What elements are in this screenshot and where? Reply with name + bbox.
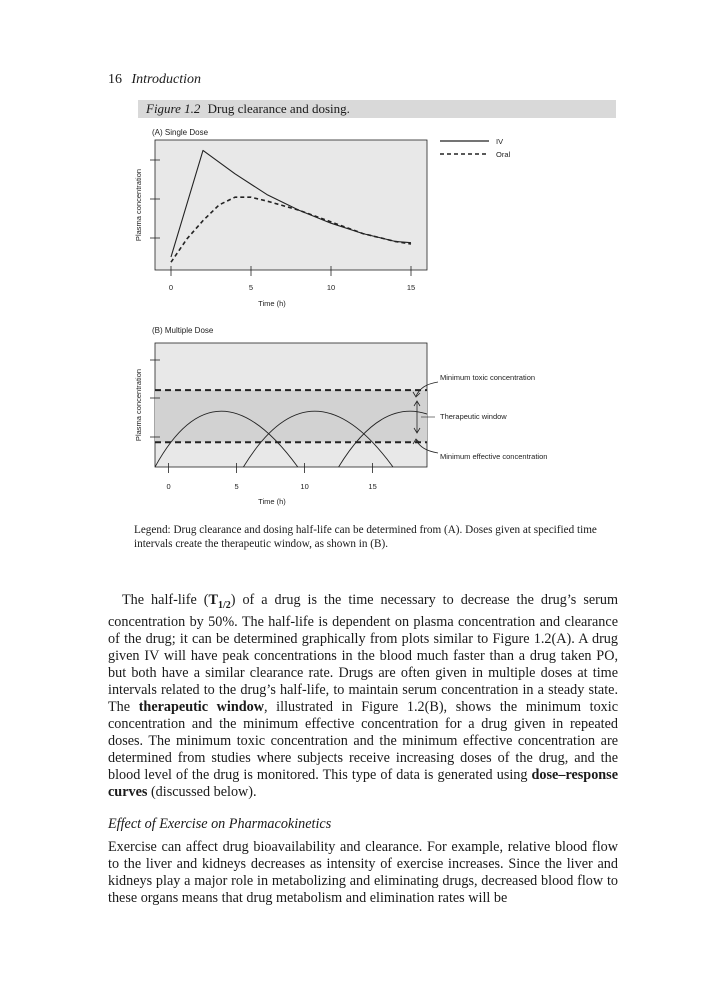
- section-subheading: Effect of Exercise on Pharmacokinetics: [108, 816, 332, 832]
- panel-a-single-dose: [134, 128, 511, 308]
- text-run: (discussed below).: [147, 783, 257, 800]
- bold-term: T: [208, 592, 218, 608]
- section-title: Introduction: [131, 72, 201, 87]
- text-run: ) of a drug is the time necessary to decrease the drug’s serum concentration by 50%. The half-life is dependent on plasma concentration and clearance of the drug; it can be determined graphically from plots similar to Figure 1.2(A). A drug given IV will have peak concentrations in the blood much faster than a drug taken PO, but both have a similar clearance rate. Drugs are often given in multiple doses at time intervals related to the drug’s half-life, to maintain serum concentration in a steady state. The: [108, 592, 618, 715]
- x-tick-label: 10: [300, 482, 309, 491]
- body-paragraph-2: [108, 839, 618, 907]
- panel-b-x-axis-label: Time (h): [258, 497, 286, 506]
- bold-term: dose–response curves: [108, 766, 618, 800]
- label-minimum-toxic: Minimum toxic concentration: [440, 373, 536, 382]
- page-number: 16: [108, 72, 122, 87]
- bold-term: therapeutic window: [138, 698, 264, 715]
- x-tick-label: 5: [234, 482, 239, 491]
- panel-b-title: (B) Multiple Dose: [152, 326, 214, 335]
- x-tick-label: 0: [166, 482, 171, 491]
- paragraph-exercise: Exercise can affect drug bioavailability and clearance. For example, relative blood flow to the liver and kidneys decreases as intensity of exercise increases. Since the liver and kidneys play a major role in metabolizing and eliminating drugs, decreased blood flow to these organs means that drug metabolism and elimination rates will be: [108, 839, 618, 906]
- figure-label: Figure 1.2: [146, 101, 201, 116]
- bold-term: 1/2: [217, 599, 231, 611]
- panel-a-title: (A) Single Dose: [152, 128, 209, 137]
- legend-oral-label: Oral: [496, 150, 511, 159]
- label-minimum-effective: Minimum effective concentration: [440, 452, 548, 461]
- text-run: The half-life (: [122, 592, 209, 608]
- x-tick-label: 15: [406, 283, 416, 292]
- x-tick-label: 0: [168, 283, 174, 292]
- panel-b-y-axis-label: Plasma concentration: [134, 368, 143, 442]
- therapeutic-window-band: [155, 390, 427, 442]
- panel-a-plot-area: [155, 140, 427, 270]
- figure-title: Drug clearance and dosing.: [207, 101, 350, 116]
- label-therapeutic-window: Therapeutic window: [440, 412, 507, 421]
- body-paragraph-1: [108, 592, 618, 801]
- legend-iv-label: IV: [496, 137, 504, 146]
- paragraph-half-life: [108, 592, 618, 801]
- figure-legend: Legend: Drug clearance and dosing half-life can be determined from (A). Doses given at specified time intervals create the therapeutic window, as shown in (B).: [134, 524, 597, 550]
- text-run: , illustrated in Figure 1.2(B), shows the minimum toxic concentration and the minimum effective concentration for a drug given in repeated doses. The minimum toxic concentration and the minimum effective concentration are determined from studies where subjects receive increasing doses of the drug, and the blood level of the drug is monitored. This type of data is generated using: [108, 698, 618, 783]
- x-tick-label: 5: [248, 283, 254, 292]
- panel-b-multiple-dose: [134, 326, 547, 506]
- x-tick-label: 15: [368, 482, 377, 491]
- panel-a-x-axis-label: Time (h): [258, 299, 286, 308]
- x-tick-label: 10: [326, 283, 336, 292]
- panel-a-y-axis-label: Plasma concentration: [134, 168, 143, 242]
